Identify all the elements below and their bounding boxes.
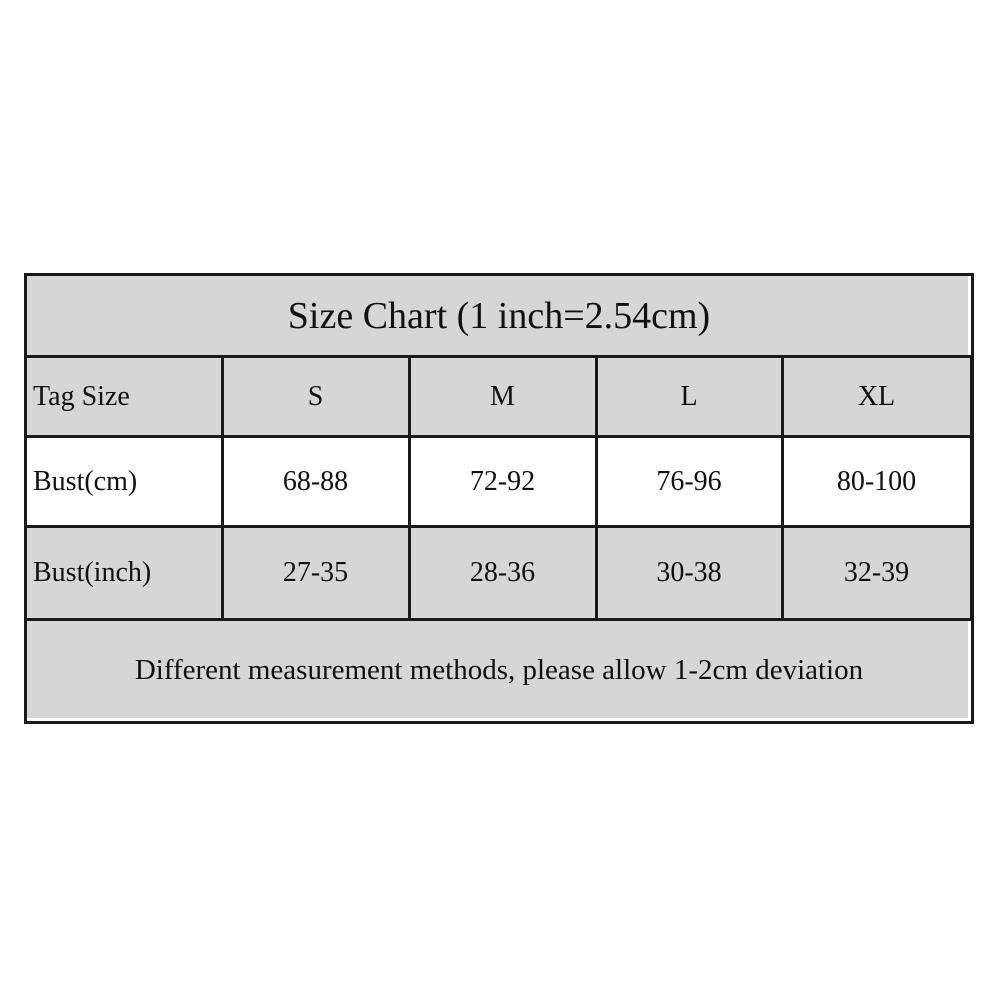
table-row-tag-size xyxy=(27,357,971,437)
size-header-s: S xyxy=(222,357,409,437)
row-label-bust-cm: Bust(cm) xyxy=(27,437,222,527)
size-header-xl: XL xyxy=(782,357,971,437)
row-label-bust-inch: Bust(inch) xyxy=(27,527,222,620)
table-row-bust-inch xyxy=(27,527,971,620)
measurement-note: Different measurement methods, please allow 1-2cm deviation xyxy=(134,653,864,686)
bust-cm-m: 72-92 xyxy=(409,437,596,527)
bust-inch-l: 30-38 xyxy=(596,527,782,620)
size-chart xyxy=(24,273,974,724)
bust-cm-xl: 80-100 xyxy=(782,437,971,527)
bust-inch-xl: 32-39 xyxy=(782,527,971,620)
bust-inch-s: 27-35 xyxy=(222,527,409,620)
size-header-l: L xyxy=(596,357,782,437)
bust-inch-m: 28-36 xyxy=(409,527,596,620)
size-table xyxy=(27,355,973,621)
table-row-bust-cm xyxy=(27,437,971,527)
bust-cm-l: 76-96 xyxy=(596,437,782,527)
size-header-m: M xyxy=(409,357,596,437)
size-chart-title: Size Chart (1 inch=2.54cm) xyxy=(287,295,711,337)
row-label-tag-size: Tag Size xyxy=(27,357,222,437)
bust-cm-s: 68-88 xyxy=(222,437,409,527)
